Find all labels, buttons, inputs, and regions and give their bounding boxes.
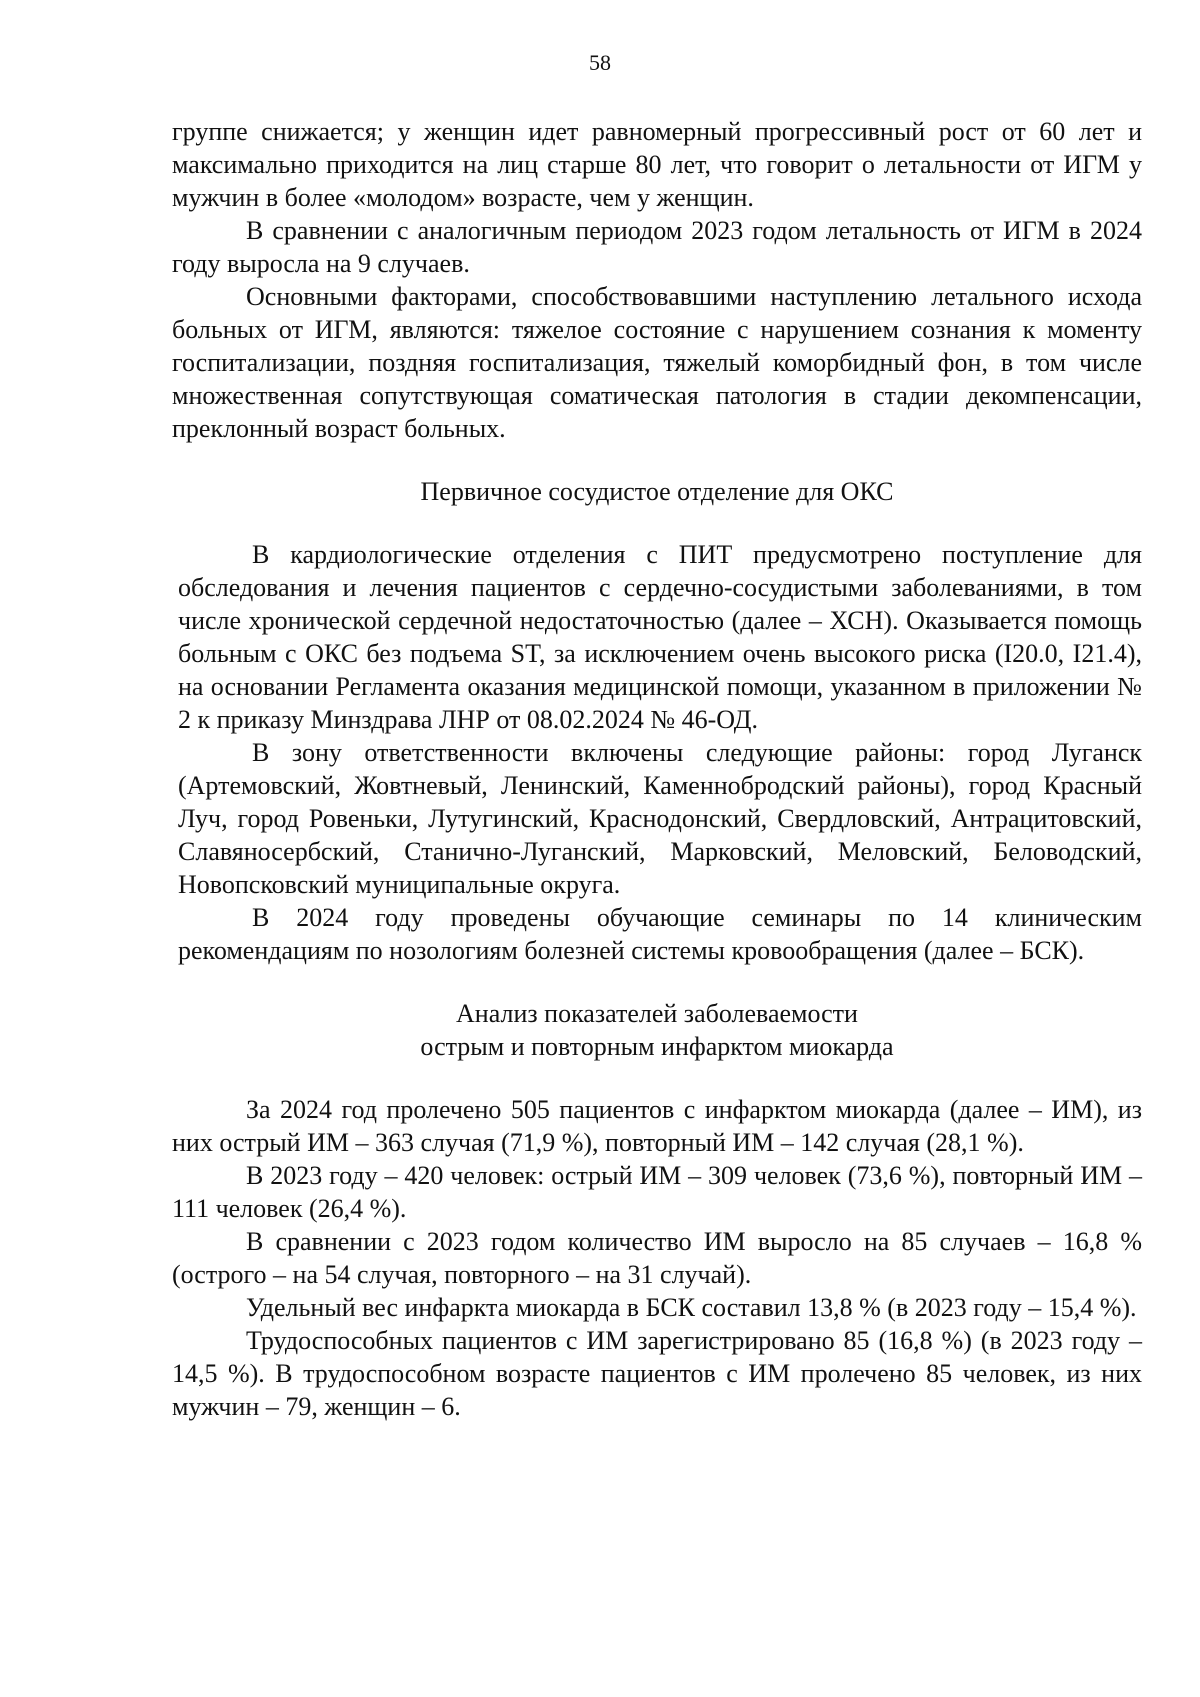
paragraph-cardiology-departments: В кардиологические отделения с ПИТ предусмотрено поступление для обследования и лечения пациентов с сердечно-сосудистыми заболеваниями, в том числе хронической сердечной недостаточностью (далее – ХСН). Оказывается помощь больным с ОКС без подъема ST, за исключением очень высокого риска (I20.0, I21.4), на основании Регламента оказания медицинской помощи, указанном в приложении № 2 к приказу Минздрава ЛНР от 08.02.2024 № 46-ОД. <box>178 540 1142 734</box>
paragraph-treated-2024: За 2024 год пролечено 505 пациентов с инфарктом миокарда (далее – ИМ), из них острый ИМ – 363 случая (71,9 %), повторный ИМ – 142 случая (28,1 %). <box>172 1095 1142 1157</box>
paragraph-specific-weight: Удельный вес инфаркта миокарда в БСК составил 13,8 % (в 2023 году – 15,4 %). <box>246 1293 1137 1322</box>
page-number: 58 <box>589 50 611 75</box>
section-title-line-1: Анализ показателей заболеваемости <box>456 999 858 1028</box>
section-primary-vascular-department <box>172 538 1142 967</box>
document-body <box>172 115 1142 1423</box>
paragraph-mortality-comparison: В сравнении с аналогичным периодом 2023 годом летальность от ИГМ в 2024 году выросла на 9 случаев. <box>172 216 1142 278</box>
paragraph-growth-comparison: В сравнении с 2023 годом количество ИМ выросло на 85 случаев – 16,8 % (острого – на 54 случая, повторного – на 31 случай). <box>172 1227 1142 1289</box>
paragraph-mortality-factors: Основными факторами, способствовавшими наступлению летального исхода больных от ИГМ, являются: тяжелое состояние с нарушением сознания к моменту госпитализации, поздняя госпитализация, тяжелый коморбидный фон, в том числе множественная сопутствующая соматическая патология в стадии декомпенсации, преклонный возраст больных. <box>172 282 1142 443</box>
paragraph-responsibility-zone: В зону ответственности включены следующие районы: город Луганск (Артемовский, Жовтневый, Ленинский, Каменнобродский районы), город Красный Луч, город Ровеньки, Лутугинский, Краснодонский, Свердловский, Антрацитовский, Славяносербский, Станично-Луганский, Марковский, Меловский, Беловодский, Новопсковский муниципальные округа. <box>178 738 1142 899</box>
paragraph-treated-2023: В 2023 году – 420 человек: острый ИМ – 309 человек (73,6 %), повторный ИМ – 111 человек (26,4 %). <box>172 1161 1142 1223</box>
paragraph-continuation: группе снижается; у женщин идет равномерный прогрессивный рост от 60 лет и максимально приходится на лиц старше 80 лет, что говорит о летальности от ИГМ у мужчин в более «молодом» возрасте, чем у женщин. <box>172 117 1142 212</box>
section-title-primary-vascular-department: Первичное сосудистое отделение для ОКС <box>420 477 894 506</box>
section-title-morbidity-analysis <box>172 997 1142 1063</box>
paragraph-working-age-patients: Трудоспособных пациентов с ИМ зарегистрировано 85 (16,8 %) (в 2023 году – 14,5 %). В трудоспособном возрасте пациентов с ИМ пролечено 85 человек, из них мужчин – 79, женщин – 6. <box>172 1326 1142 1421</box>
paragraph-training-seminars: В 2024 году проведены обучающие семинары по 14 клиническим рекомендациям по нозологиям болезней системы кровообращения (далее – БСК). <box>178 903 1142 965</box>
section-title-line-2: острым и повторным инфарктом миокарда <box>420 1032 894 1061</box>
